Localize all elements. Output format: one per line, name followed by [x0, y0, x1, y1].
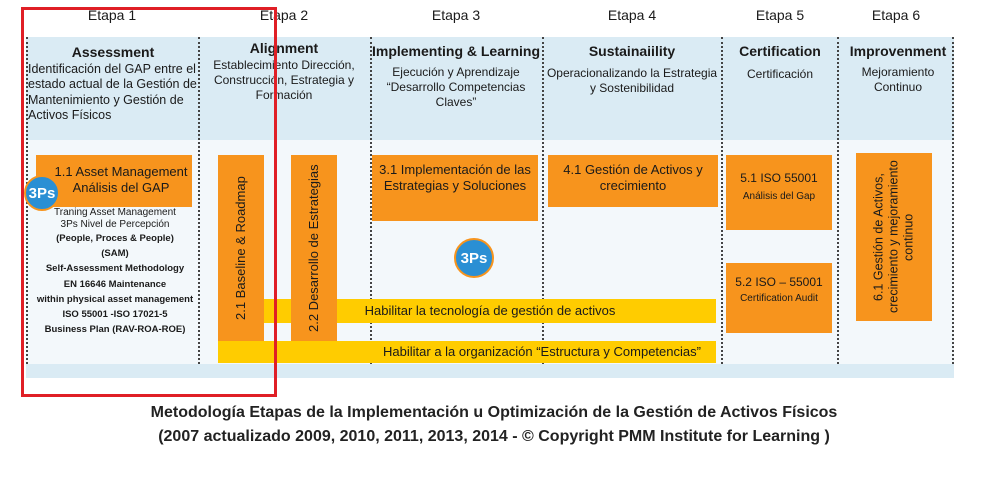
column-description: Establecimiento Dirección, Construcción, Estrategia y Formación: [213, 57, 355, 102]
stage1-detail-line: EN 16646 Maintenance: [63, 278, 167, 290]
stage4-asset-management-box: [548, 155, 718, 207]
column-description: Mejoramiento Continuo: [861, 64, 935, 94]
stage6-box-label: 6.1 Gestión de Activos, crecimiento y mejoramiento continuo: [871, 160, 916, 314]
column-title: Assessment: [71, 44, 155, 60]
column-header-implementing: [370, 43, 542, 110]
stage-label-3: Etapa 3: [431, 7, 481, 23]
stage5-iso55001-gap-box: [726, 155, 832, 230]
column-description: Certificación: [746, 66, 814, 81]
stage5-box2-title: 5.2 ISO – 55001: [735, 275, 823, 289]
stage-label-1: Etapa 1: [87, 7, 137, 23]
column-header-sustainability: [546, 43, 718, 96]
stage1-detail-line: 3Ps Nivel de Percepción: [60, 219, 170, 230]
stage2-strategy-development-box: [291, 155, 337, 341]
stage5-certification-audit-box: [726, 263, 832, 333]
column-description: Identificación del GAP entre el estado actual de la Gestión de Mantenimiento y Gestión de Activos Físicos: [28, 61, 197, 123]
enable-organization-label: Habilitar a la organización “Estructura y Competencias”: [383, 344, 701, 359]
stage-label-4: Etapa 4: [607, 7, 657, 23]
column-header-improvement: [840, 43, 956, 95]
3ps-logo-icon: 3Ps: [24, 175, 60, 211]
stage2-box2-label: 2.2 Desarrollo de Estrategias: [306, 164, 322, 332]
column-title: Alignment: [249, 40, 319, 56]
column-separator: [837, 37, 839, 364]
stage1-detail-line: within physical asset management: [36, 293, 194, 305]
column-header-certification: [723, 43, 837, 82]
enable-organization-bar: [218, 341, 716, 363]
column-separator: [721, 37, 723, 364]
stage5-box1-title: 5.1 ISO 55001: [740, 171, 818, 185]
stage5-box1-subtitle: Análisis del Gap: [742, 191, 816, 202]
stage-label-5: Etapa 5: [755, 7, 805, 23]
stage6-continuous-improvement-box: [856, 153, 932, 321]
column-description: Ejecución y Aprendizaje “Desarrollo Competencias Claves”: [386, 64, 526, 109]
3ps-logo-icon: 3Ps: [454, 238, 494, 278]
stage1-detail-line: ISO 55001 -ISO 17021-5: [62, 308, 168, 320]
stage1-box-label: 1.1 Asset Management Análisis del GAP: [54, 164, 188, 196]
column-title: Implementing & Learning: [371, 43, 540, 59]
enable-technology-label: Habilitar la tecnología de gestión de activos: [364, 303, 616, 318]
caption-title: Metodología Etapas de la Implementación u Optimización de la Gestión de Activos Físicos: [150, 404, 838, 421]
column-title: Sustainaiility: [588, 43, 676, 59]
stage1-detail-line: (SAM): [101, 248, 129, 260]
column-description: Operacionalizando la Estrategia y Sostenibilidad: [546, 65, 718, 95]
column-title: Improvenment: [849, 43, 947, 59]
stage1-detail-line: Business Plan (RAV-ROA-ROE): [44, 324, 186, 336]
column-title: Certification: [739, 43, 821, 59]
stage1-detail-line: Self-Assessment Methodology: [45, 263, 185, 275]
stage3-box-label: 3.1 Implementación de las Estrategias y Soluciones: [379, 162, 531, 194]
stage3-implementation-box: [372, 155, 538, 221]
stage2-box1-label: 2.1 Baseline & Roadmap: [233, 176, 249, 320]
stage1-detail-line: (People, Proces & People): [56, 233, 174, 244]
stage-label-6: Etapa 6: [871, 7, 921, 23]
caption-subtitle: (2007 actualizado 2009, 2010, 2011, 2013, 2014 - © Copyright PMM Institute for Learning ): [158, 428, 830, 445]
stage4-box-label: 4.1 Gestión de Activos y crecimiento: [563, 162, 703, 194]
stage-label-2: Etapa 2: [259, 7, 309, 23]
stage5-box2-subtitle: Certification Audit: [740, 293, 818, 304]
stage1-highlight-frame: [21, 7, 277, 397]
stage1-detail-line: Traning Asset Management: [54, 207, 176, 218]
